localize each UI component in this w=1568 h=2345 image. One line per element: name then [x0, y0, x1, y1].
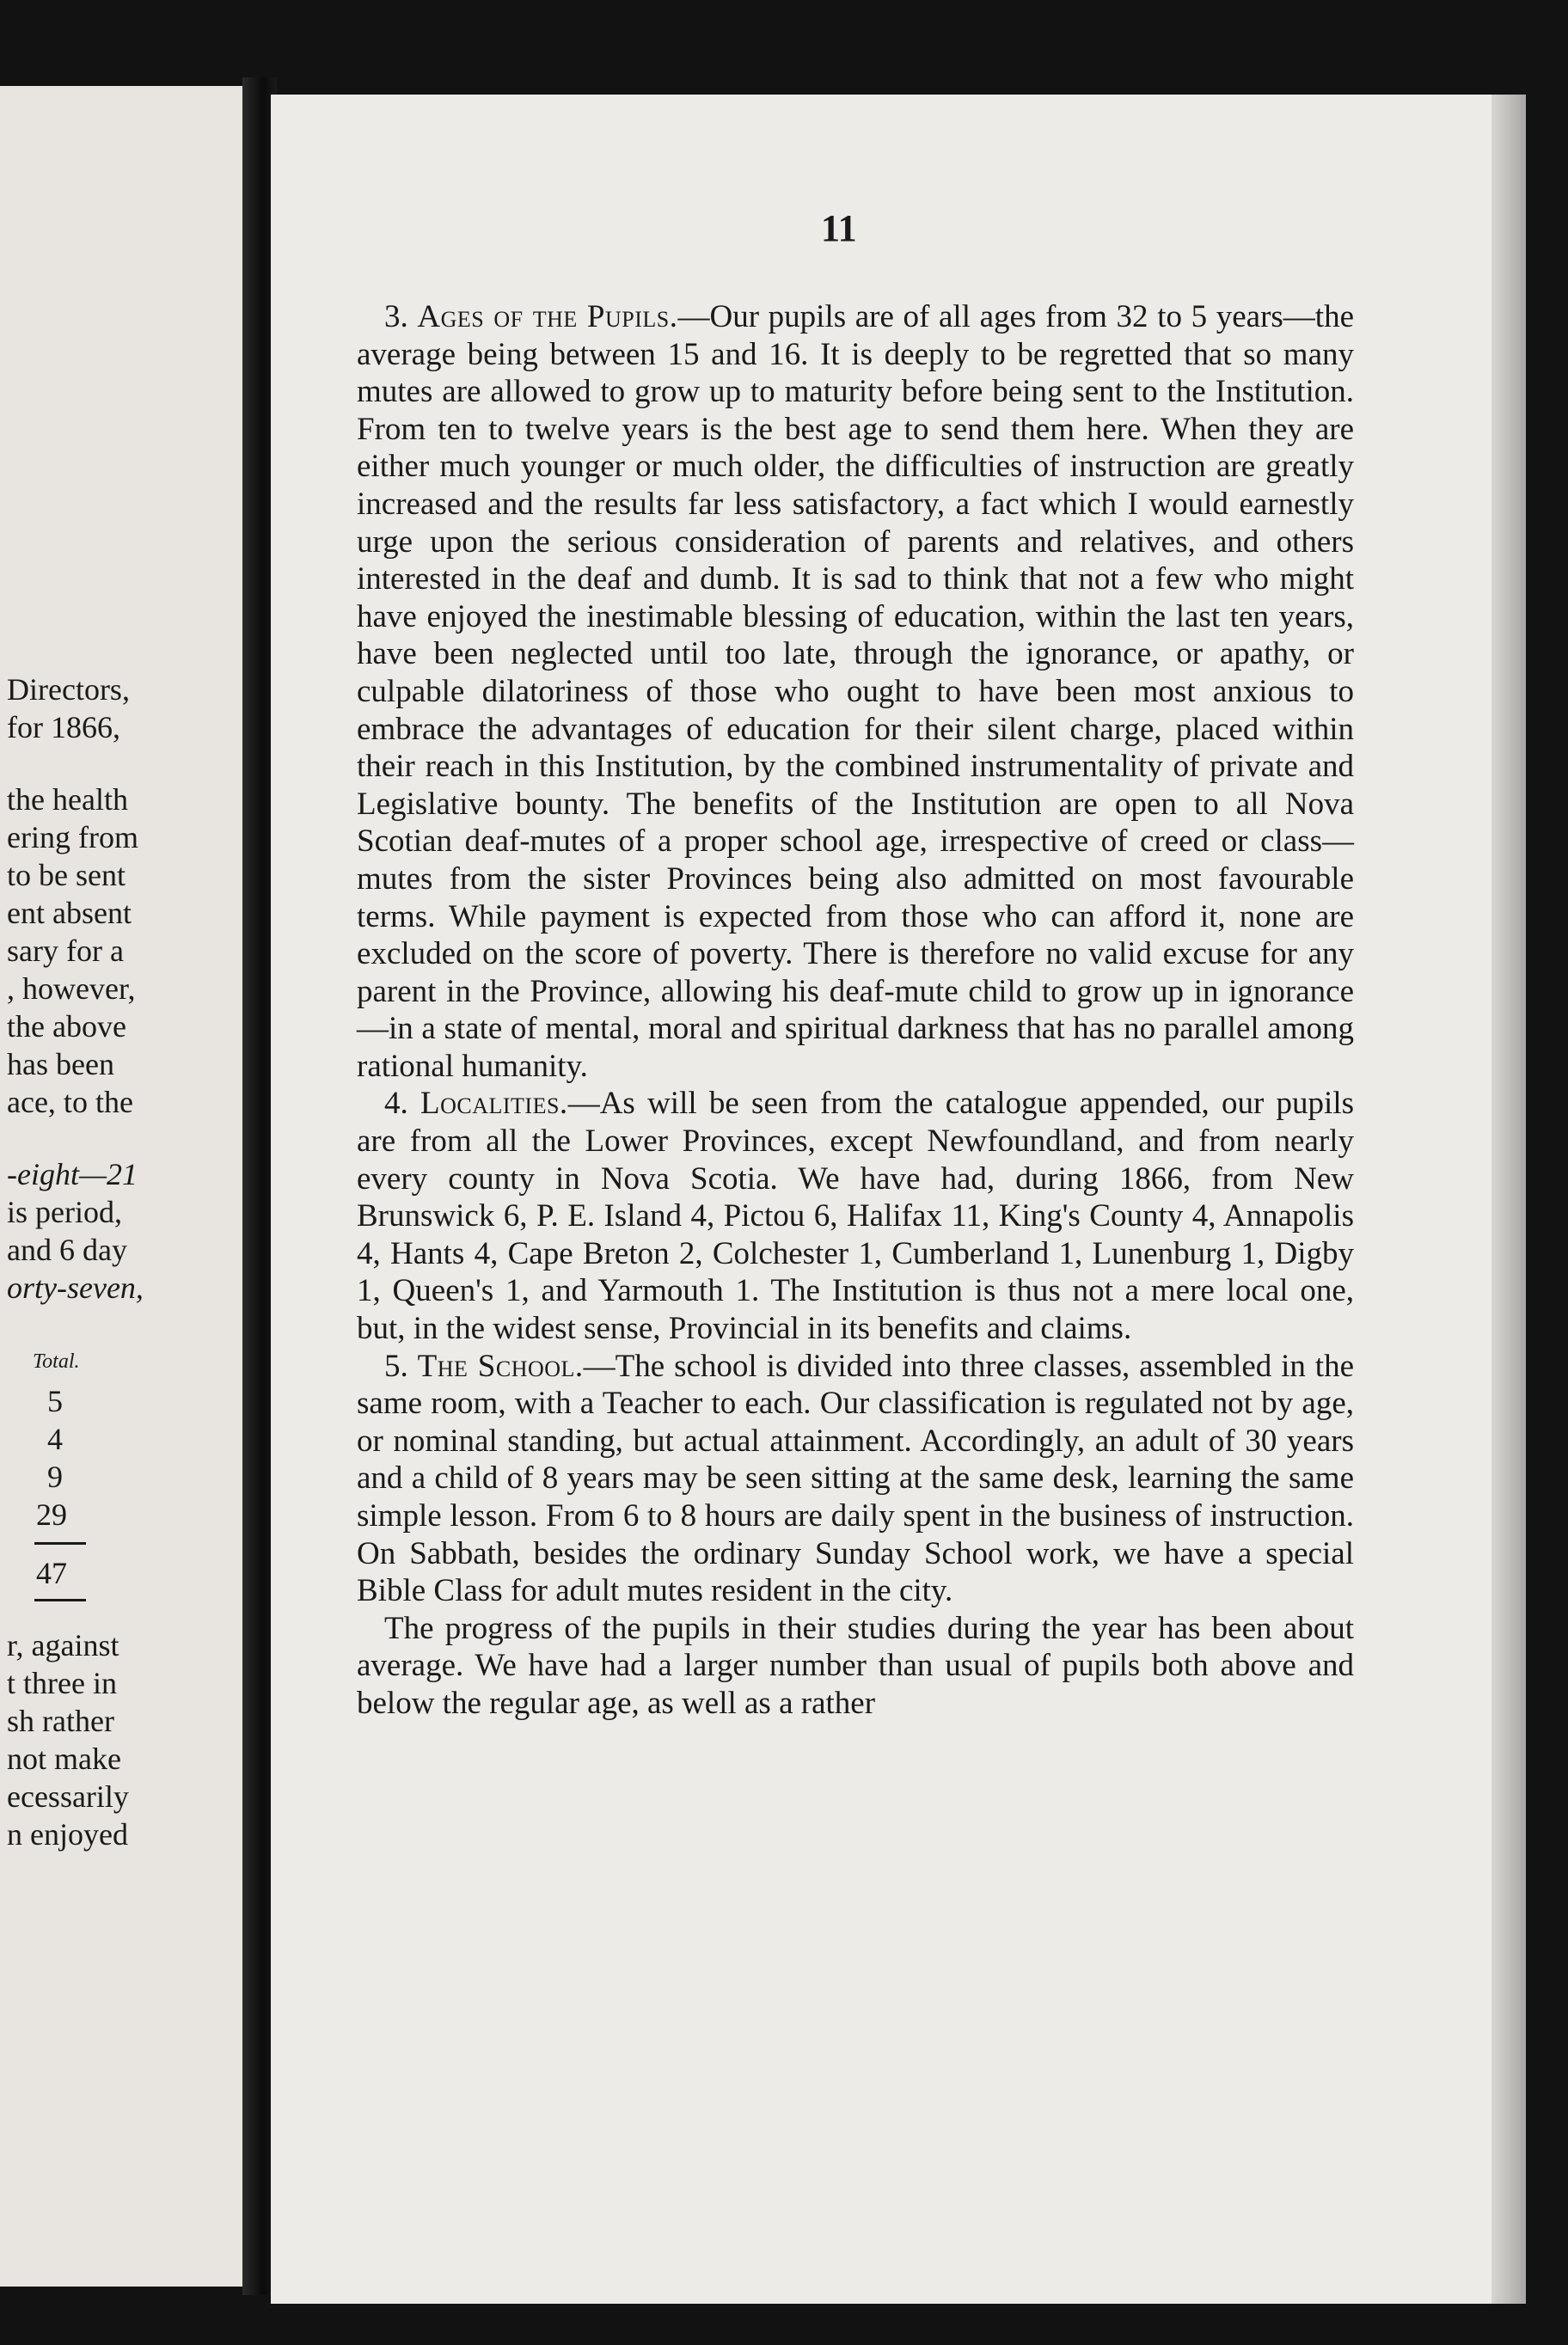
left-line: and 6 day [7, 1233, 127, 1267]
left-line: sh rather [7, 1704, 114, 1738]
paragraph-progress [357, 1610, 1354, 1723]
section-heading: Localities. [420, 1086, 568, 1122]
left-line: orty-seven, [7, 1270, 144, 1305]
total-value: 5 [47, 1384, 63, 1418]
paragraph-text: —As will be seen from the catalogue appended, our pupils are from all the Lower Provinces, except Newfoundland, and from nearly every county in Nova Scotia. We have had, during 1866, from New Brunswick 6, P. E. Island 4, Pictou 6, Halifax 11, King's County 4, Annapolis 4, Hants 4, Cape Breton 2, Colchester 1, Cumberland 1, Lunenburg 1, Digby 1, Queen's 1, and Yarmouth 1. The Institution is thus not a mere local one, but, in the widest sense, Provincial in its benefits and claims. [357, 1086, 1355, 1347]
left-line: the above [7, 1009, 126, 1044]
total-header: Total. [33, 1350, 80, 1373]
left-line: sary for a [7, 934, 124, 968]
paragraph-school [357, 1348, 1354, 1610]
left-line: r, against [7, 1628, 119, 1662]
left-page-fragment [0, 86, 249, 2287]
left-line: Directors, [7, 672, 130, 707]
paragraph-number: 3. [384, 299, 408, 334]
left-line: n enjoyed [7, 1817, 128, 1852]
section-heading: Ages of the Pupils. [417, 299, 678, 334]
left-line: not make [7, 1742, 121, 1776]
paragraph-number: 5. [384, 1348, 408, 1384]
paragraph-text: —Our pupils are of all ages from 32 to 5 years—the average being between 15 and 16. It is deeply to be regretted that so many mutes are allowed to grow up to maturity before being sent to the Institution. From ten to twelve years is the best age to send them here. When they are either much younger or much older, the difficulties of instruction are greatly increased and the results far less satisfactory, a fact which I would earnestly urge upon the serious consideration of parents and relatives, and others interested in the deaf and dumb. It is sad to think that not a few who might have enjoyed the inestimable blessing of education, within the last ten years, have been neglected until too late, through the ignorance, or apathy, or culpable dilatoriness of those who ought to have been most anxious to embrace the advantages of education for their silent charge, placed within their reach in this Institution, by the combined instrumentality of private and Legislative bounty. The benefits of the Institution are open to all Nova Scotian deaf-mutes of a proper school age, irrespective of creed or class—mutes from the sister Provinces being also admitted on most favourable terms. While payment is expected from those who can afford it, none are excluded on the score of poverty. There is therefore no valid excuse for any parent in the Province, allowing his deaf-mute child to grow up in ignorance—in a state of mental, moral and spiritual darkness that has no parallel among rational humanity. [357, 299, 1355, 1084]
left-line: ering from [7, 820, 138, 854]
paragraph-ages [357, 298, 1354, 1085]
total-rule [34, 1599, 86, 1601]
left-line: the health [7, 782, 128, 817]
total-value: 29 [36, 1497, 67, 1532]
left-line: is period, [7, 1195, 122, 1229]
total-value: 4 [47, 1422, 63, 1456]
left-line: , however, [7, 971, 136, 1006]
page-edge [1491, 95, 1526, 2304]
total-value: 9 [47, 1460, 63, 1494]
left-line: has been [7, 1047, 114, 1081]
left-line: to be sent [7, 858, 126, 892]
left-line: for 1866, [7, 710, 120, 744]
total-sum: 47 [36, 1556, 67, 1590]
left-line: ecessarily [7, 1779, 129, 1814]
paragraph-localities [357, 1085, 1354, 1347]
paragraph-text: —The school is divided into three classes, assembled in the same room, with a Teacher to each. Our classification is regulated not by age, or nominal standing, but actual attainment. Accordingly, an adult of 30 years and a child of 8 years may be seen sitting at the same desk, learning the same simple lesson. From 6 to 8 hours are daily spent in the business of instruction. On Sabbath, besides the ordinary Sunday School work, we have a special Bible Class for adult mutes resident in the city. [357, 1348, 1355, 1609]
left-line: ace, to the [7, 1085, 133, 1119]
total-rule [34, 1542, 86, 1545]
body-text [357, 298, 1354, 1723]
paragraph-text: The progress of the pupils in their studies during the year has been about average. We have had a larger number than usual of pupils both above and below the regular age, as well as a rather [357, 1610, 1354, 1721]
page-number: 11 [821, 207, 857, 249]
left-line: -eight—21 [7, 1157, 138, 1191]
left-line: t three in [7, 1666, 117, 1700]
left-line: ent absent [7, 896, 132, 930]
section-heading: The School. [417, 1348, 584, 1384]
paragraph-number: 4. [384, 1086, 408, 1122]
